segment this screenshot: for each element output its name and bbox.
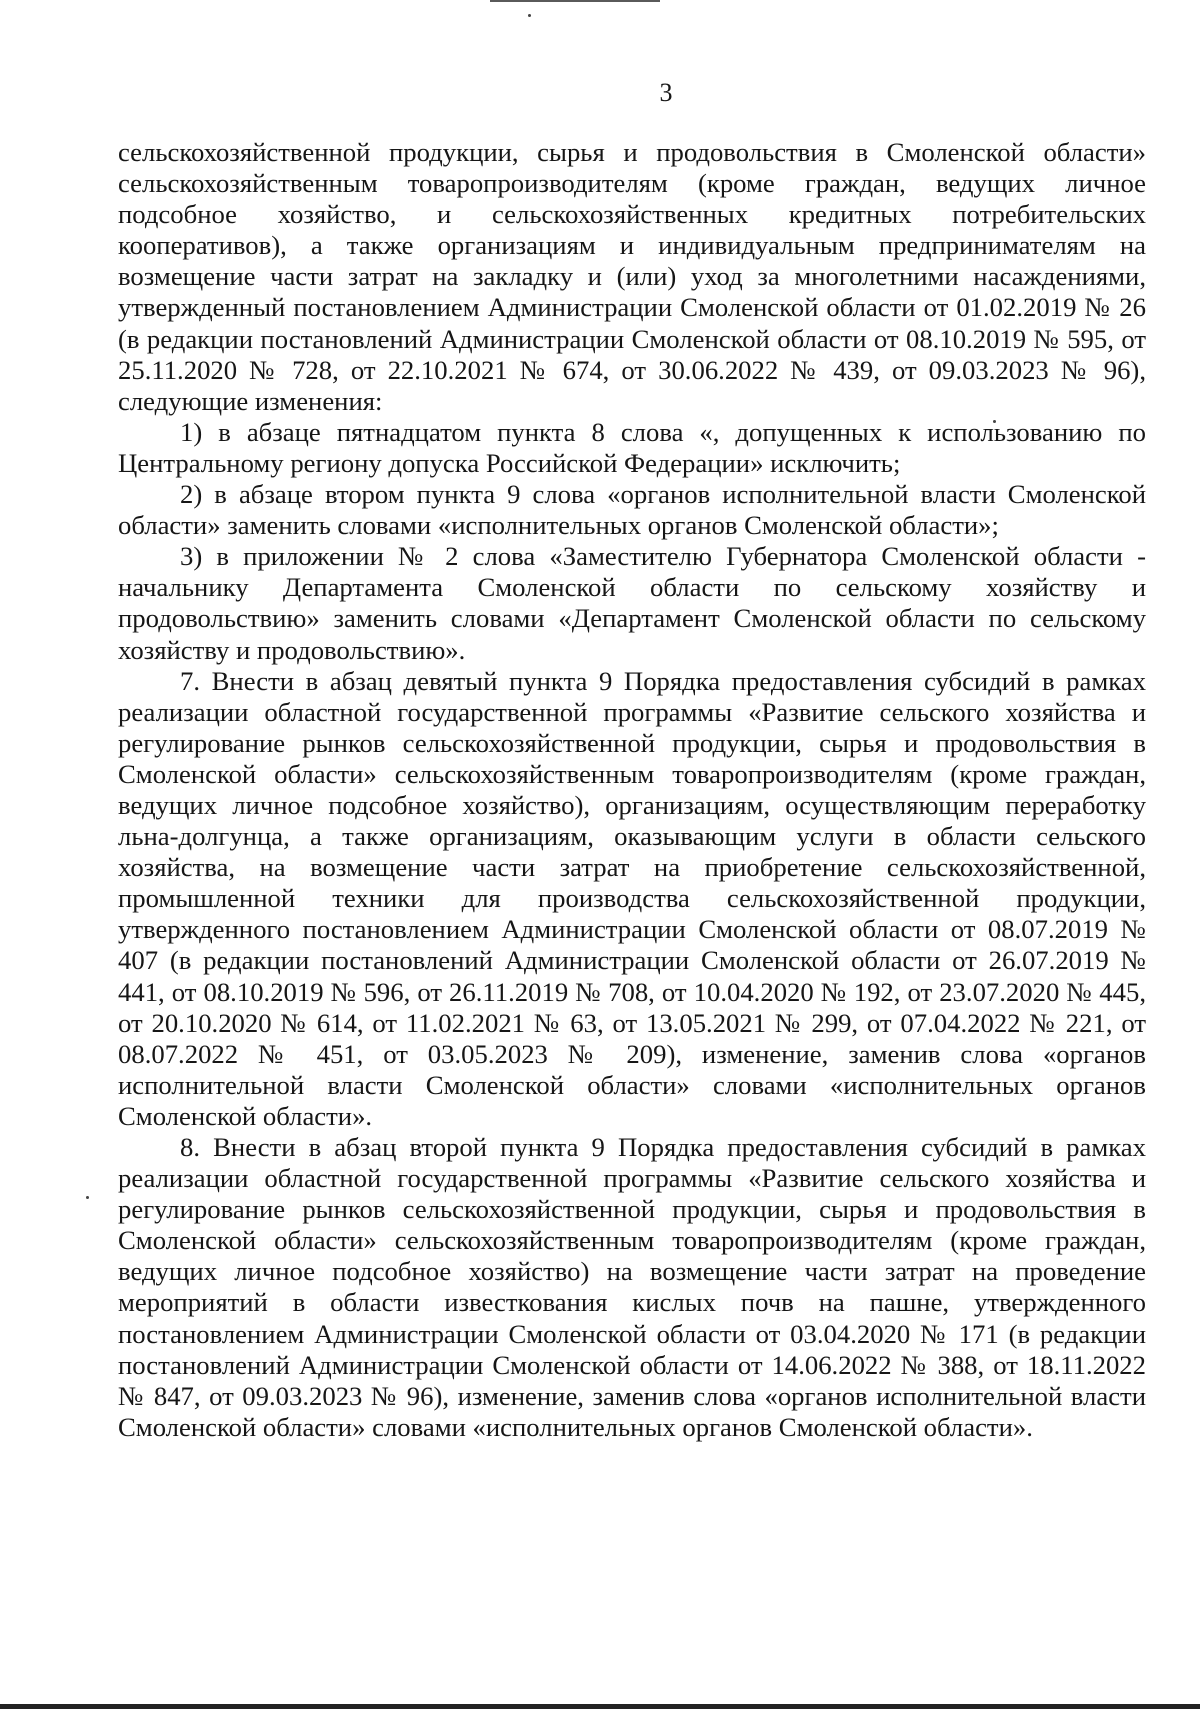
paragraph-item-1: 1) в абзаце пятнадцатом пункта 8 слова «, допущенных к использованию по Центральному региону допуска Российской Федерации» исключить; xyxy=(118,416,1146,478)
scan-bottom-edge xyxy=(0,1704,1200,1709)
paragraph-item-2: 2) в абзаце втором пункта 9 слова «органов исполнительной власти Смоленской области» заменить словами «исполнительных органов Смоленской области»; xyxy=(118,479,1146,541)
document-body xyxy=(118,137,1146,1443)
paragraph-section-8: 8. Внести в абзац второй пункта 9 Порядка предоставления субсидий в рамках реализации областной государственной программы «Развитие сельского хозяйства и регулирование рынков сельскохозяйственной продукции, сырья и продовольствия в Смоленской области» сельскохозяйственным товаропроизводителям (кроме граждан, ведущих личное подсобное хозяйство) на возмещение части затрат на проведение мероприятий в области известкования кислых почв на пашне, утвержденного постановлением Администрации Смоленской области от 03.04.2020 № 171 (в редакции постановлений Администрации Смоленской области от 14.06.2022 № 388, от 18.11.2022 № 847, от 09.03.2023 № 96), изменение, заменив слова «органов исполнительной власти Смоленской области» словами «исполнительных органов Смоленской области». xyxy=(118,1132,1146,1442)
paragraph-section-7: 7. Внести в абзац девятый пункта 9 Порядка предоставления субсидий в рамках реализации областной государственной программы «Развитие сельского хозяйства и регулирование рынков сельскохозяйственной продукции, сырья и продовольствия в Смоленской области» сельскохозяйственным товаропроизводителям (кроме граждан, ведущих личное подсобное хозяйство), организациям, осуществляющим переработку льна-долгунца, а также организациям, оказывающим услуги в области сельского хозяйства, на возмещение части затрат на приобретение сельскохозяйственной, промышленной техники для производства сельскохозяйственной продукции, утвержденного постановлением Администрации Смоленской области от 08.07.2019 № 407 (в редакции постановлений Администрации Смоленской области от 26.07.2019 № 441, от 08.10.2019 № 596, от 26.11.2019 № 708, от 10.04.2020 № 192, от 23.07.2020 № 445, от 20.10.2020 № 614, от 11.02.2021 № 63, от 13.05.2021 № 299, от 07.04.2022 № 221, от 08.07.2022 № 451, от 03.05.2023 № 209), изменение, заменив слова «органов исполнительной власти Смоленской области» словами «исполнительных органов Смоленской области». xyxy=(118,665,1146,1131)
page-number: 3 xyxy=(659,78,673,107)
scan-speck xyxy=(528,14,531,17)
scan-top-edge-line xyxy=(490,0,660,2)
scan-speck xyxy=(86,1196,89,1199)
paragraph-item-3: 3) в приложении № 2 слова «Заместителю Губернатора Смоленской области - начальнику Департамента Смоленской области по сельскому хозяйству и продовольствию» заменить словами «Департамент Смоленской области по сельскому хозяйству и продовольствию». xyxy=(118,541,1146,665)
paragraph-continuation: сельскохозяйственной продукции, сырья и продовольствия в Смоленской области» сельскохозяйственным товаропроизводителям (кроме граждан, ведущих личное подсобное хозяйство, и сельскохозяйственных кредитных потребительских кооперативов), а также организациям и индивидуальным предпринимателям на возмещение части затрат на закладку и (или) уход за многолетними насаждениями, утвержденный постановлением Администрации Смоленской области от 01.02.2019 № 26 (в редакции постановлений Администрации Смоленской области от 08.10.2019 № 595, от 25.11.2020 № 728, от 22.10.2021 № 674, от 30.06.2022 № 439, от 09.03.2023 № 96), следующие изменения: xyxy=(118,137,1146,416)
